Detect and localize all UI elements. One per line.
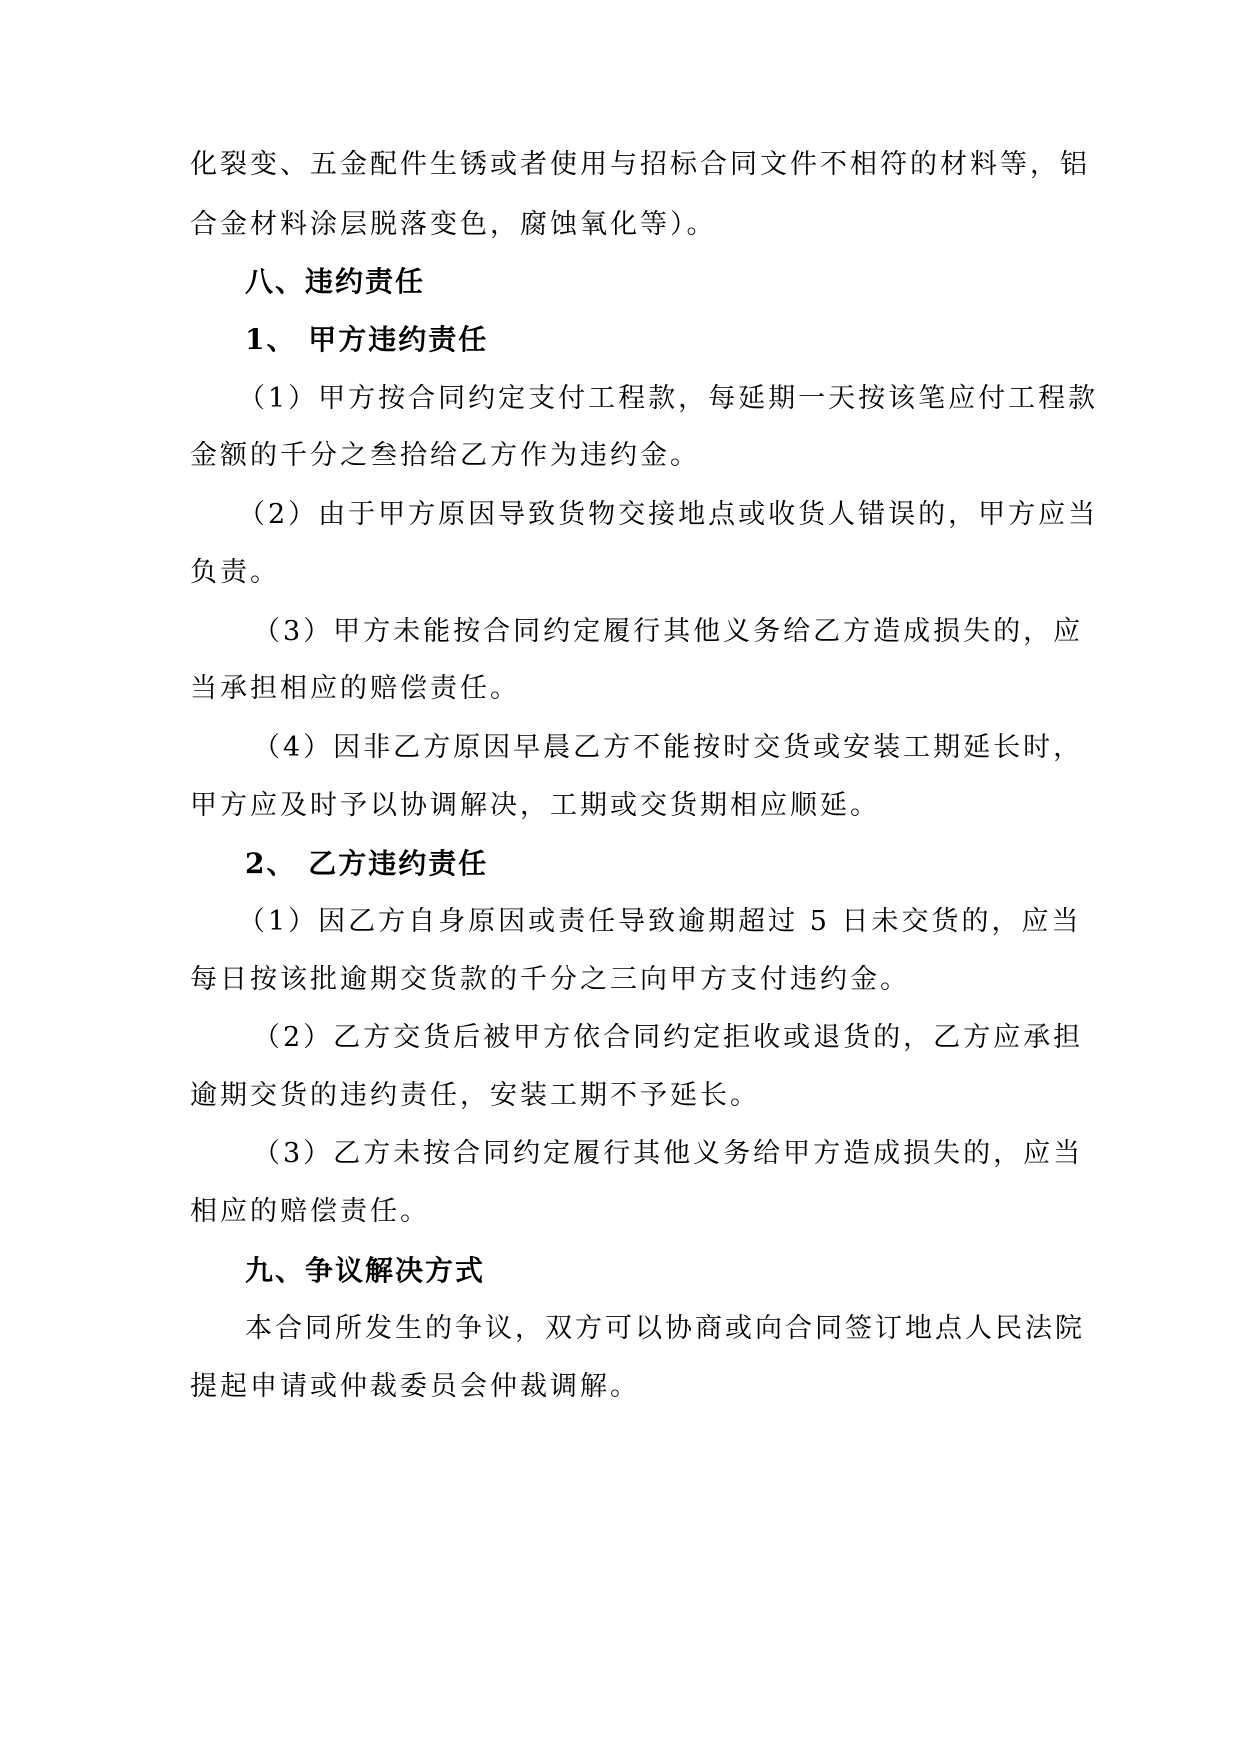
paragraph-line: 本合同所发生的争议，双方可以协商或向合同签订地点人民法院 [245, 1313, 1085, 1344]
section-heading-breach: 八、违约责任 [245, 265, 426, 298]
clause-line: （1）甲方按合同约定支付工程款，每延期一天按该笔应付工程款 [238, 383, 1099, 414]
clause-line: 金额的千分之叁拾给乙方作为违约金。 [190, 440, 700, 471]
clause-line: （2）由于甲方原因导致货物交接地点或收货人错误的，甲方应当 [238, 499, 1099, 530]
subsection-heading-party-a: 1、 甲方违约责任 [245, 323, 489, 356]
paragraph-line: 提起申请或仲裁委员会仲裁调解。 [190, 1371, 640, 1402]
clause-line: （1）因乙方自身原因或责任导致逾期超过 5 日未交货的，应当 [238, 906, 1082, 937]
section-heading-dispute: 九、争议解决方式 [245, 1254, 486, 1287]
clause-line: （3）乙方未按合同约定履行其他义务给甲方造成损失的，应当 [253, 1138, 1084, 1169]
clause-line: （2）乙方交货后被甲方依合同约定拒收或退货的，乙方应承担 [253, 1022, 1084, 1053]
clause-line: 相应的赔偿责任。 [190, 1196, 430, 1227]
clause-line: （4）因非乙方原因早晨乙方不能按时交货或安装工期延长时， [253, 732, 1084, 763]
clause-line: 负责。 [190, 557, 280, 588]
clause-line: （3）甲方未能按合同约定履行其他义务给乙方造成损失的，应 [253, 616, 1084, 647]
paragraph-line: 合金材料涂层脱落变色，腐蚀氧化等）。 [190, 209, 717, 240]
paragraph-line: 化裂变、五金配件生锈或者使用与招标合同文件不相符的材料等，铝 [190, 149, 1090, 180]
clause-line: 逾期交货的违约责任，安装工期不予延长。 [190, 1080, 760, 1111]
clause-line: 甲方应及时予以协调解决，工期或交货期相应顺延。 [190, 790, 880, 821]
clause-line: 当承担相应的赔偿责任。 [190, 673, 520, 704]
subsection-heading-party-b: 2、 乙方违约责任 [245, 847, 489, 880]
clause-line: 每日按该批逾期交货款的千分之三向甲方支付违约金。 [190, 964, 910, 995]
